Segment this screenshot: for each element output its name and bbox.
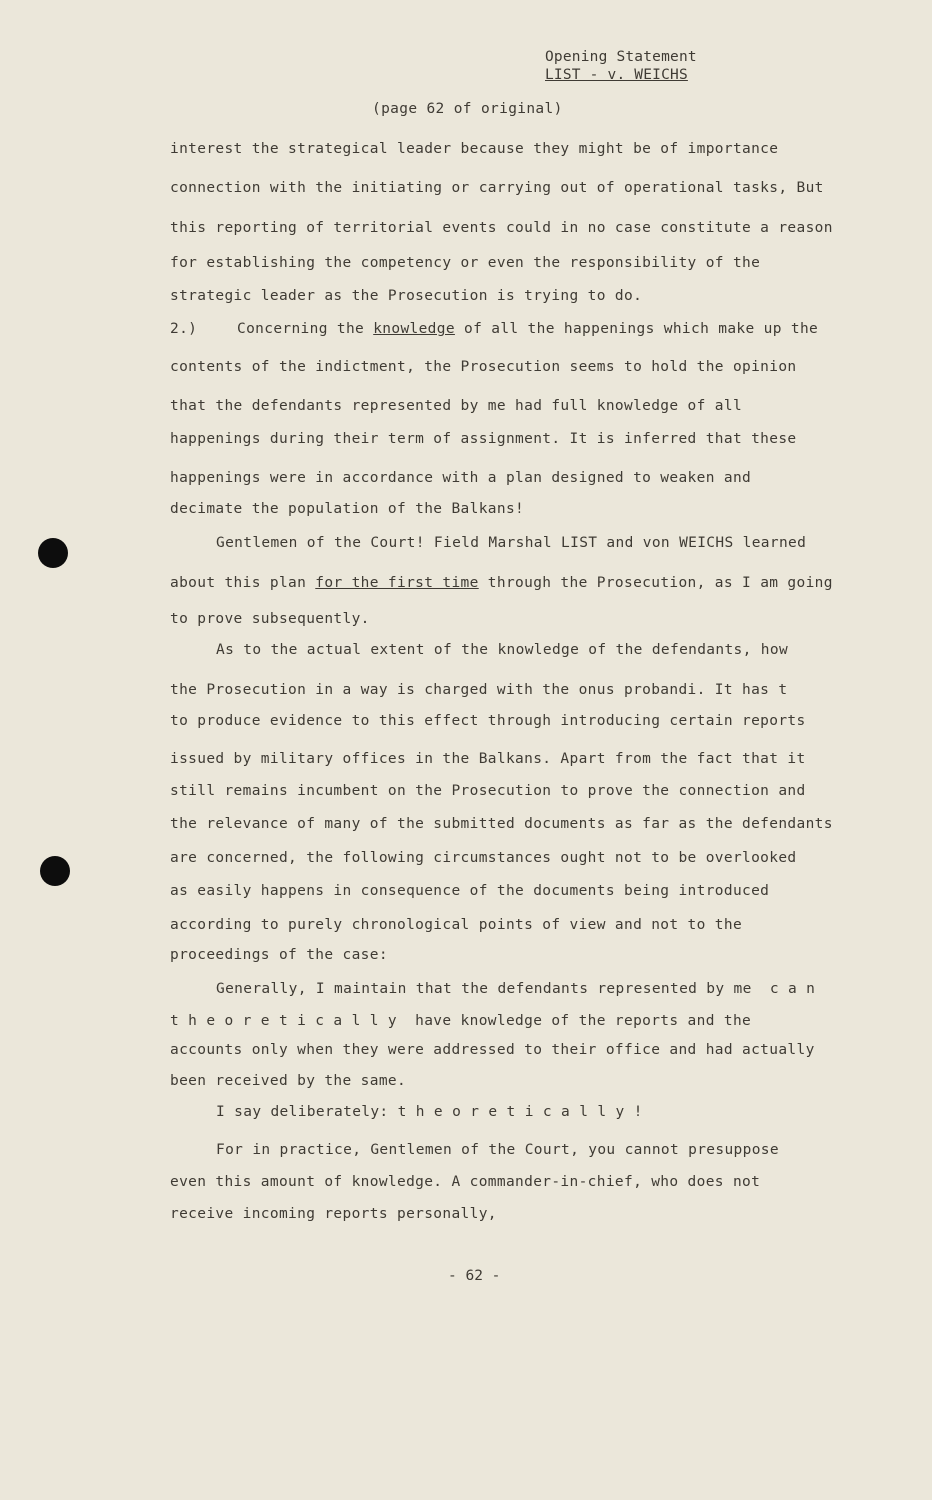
text-line: been received by the same. xyxy=(170,1073,407,1089)
text-line: as easily happens in consequence of the documents being introduced xyxy=(170,883,770,899)
text-line: contents of the indictment, the Prosecution seems to hold the opinion xyxy=(170,359,797,375)
underlined-phrase: for the first time xyxy=(315,575,479,591)
text-line: Concerning the knowledge of all the happenings which make up the xyxy=(237,321,819,337)
text-line: t h e o r e t i c a l l y have knowledge of the reports and the xyxy=(170,1013,752,1029)
item-marker: 2.) xyxy=(170,321,198,337)
text-line: are concerned, the following circumstances ought not to be overlooked xyxy=(170,850,797,866)
text-line: Generally, I maintain that the defendants represented by me c a n xyxy=(216,981,816,997)
punch-hole xyxy=(40,856,70,886)
text-line: accounts only when they were addressed to their office and had actually xyxy=(170,1042,815,1058)
page-number: - 62 - xyxy=(448,1268,501,1284)
text-line: to produce evidence to this effect through introducing certain reports xyxy=(170,713,806,729)
text-line: according to purely chronological points of view and not to the xyxy=(170,917,743,933)
text-line: For in practice, Gentlemen of the Court, you cannot presuppose xyxy=(216,1142,779,1158)
page-reference: (page 62 of original) xyxy=(372,101,563,117)
text-line: I say deliberately: t h e o r e t i c a l l y ! xyxy=(216,1104,643,1120)
text-line: receive incoming reports personally, xyxy=(170,1206,497,1222)
text-line: connection with the initiating or carrying out of operational tasks, But xyxy=(170,180,824,196)
text-line: issued by military offices in the Balkans. Apart from the fact that it xyxy=(170,751,806,767)
text-line: the Prosecution in a way is charged with the onus probandi. It has t xyxy=(170,682,788,698)
text-line: this reporting of territorial events could in no case constitute a reason xyxy=(170,220,833,236)
text-line: the relevance of many of the submitted documents as far as the defendants xyxy=(170,816,833,832)
header-subtitle: LIST - v. WEICHS xyxy=(545,67,688,83)
text-line: happenings were in accordance with a plan designed to weaken and xyxy=(170,470,752,486)
punch-hole xyxy=(38,538,68,568)
header-title: Opening Statement xyxy=(545,49,697,65)
text-line: proceedings of the case: xyxy=(170,947,388,963)
text-line: even this amount of knowledge. A commander-in-chief, who does not xyxy=(170,1174,761,1190)
text-line: As to the actual extent of the knowledge of the defendants, how xyxy=(216,642,789,658)
text-line: to prove subsequently. xyxy=(170,611,370,627)
text-line: for establishing the competency or even the responsibility of the xyxy=(170,255,761,271)
text-line: strategic leader as the Prosecution is trying to do. xyxy=(170,288,643,304)
text-line: happenings during their term of assignment. It is inferred that these xyxy=(170,431,797,447)
text-line: decimate the population of the Balkans! xyxy=(170,501,525,517)
text-line: about this plan for the first time through the Prosecution, as I am going xyxy=(170,575,833,591)
text-line: that the defendants represented by me had full knowledge of all xyxy=(170,398,743,414)
text-line: Gentlemen of the Court! Field Marshal LIST and von WEICHS learned xyxy=(216,535,807,551)
text-line: interest the strategical leader because they might be of importance xyxy=(170,141,779,157)
underlined-phrase: knowledge xyxy=(373,321,455,337)
text-line: still remains incumbent on the Prosecution to prove the connection and xyxy=(170,783,806,799)
